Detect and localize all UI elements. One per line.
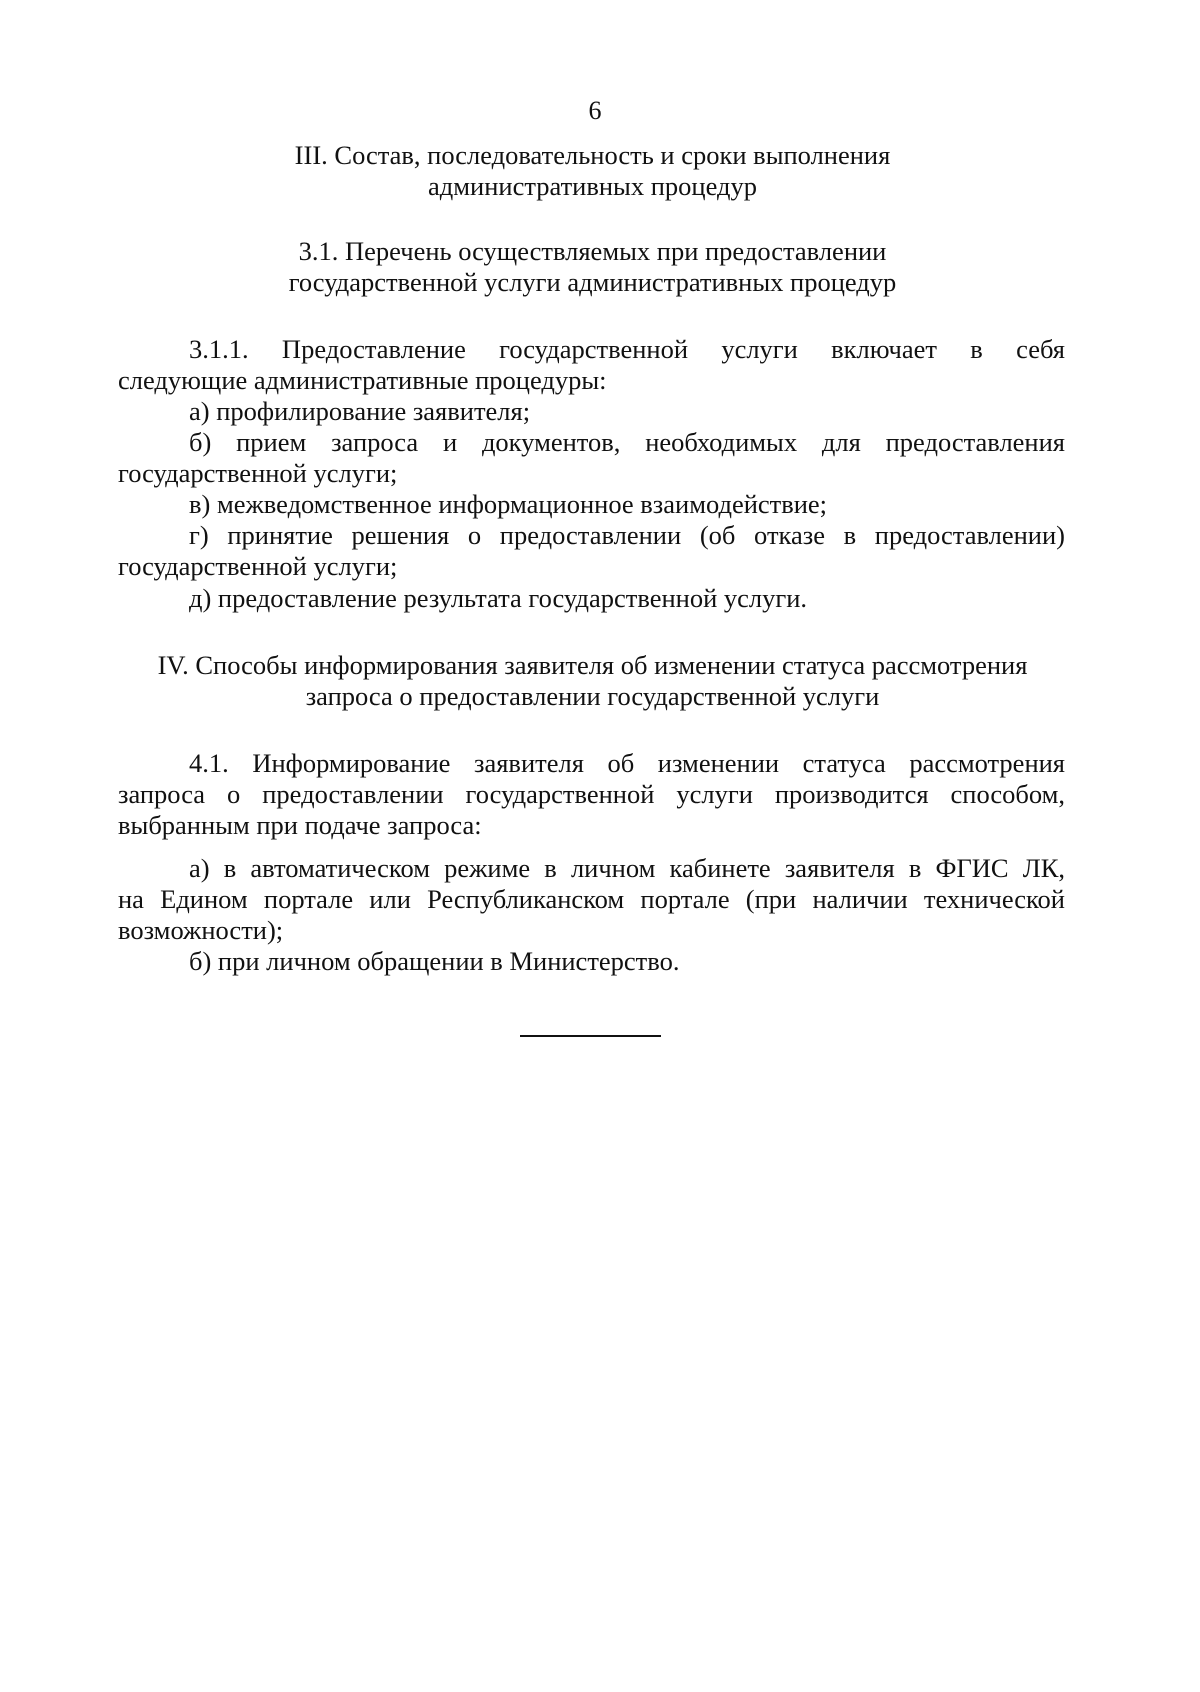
list-item: д) предоставление результата государственной услуги. bbox=[189, 583, 808, 613]
section-4-heading bbox=[110, 650, 1075, 712]
heading-line: запроса о предоставлении государственной услуги bbox=[305, 681, 880, 711]
paragraph-line: на Едином портале или Республиканском портале (при наличии технической bbox=[118, 884, 1065, 914]
end-rule bbox=[520, 1035, 661, 1037]
paragraph-line: государственной услуги; bbox=[118, 458, 398, 488]
paragraph-line: следующие административные процедуры: bbox=[118, 365, 607, 395]
paragraph-line: 4.1. Информирование заявителя об изменении статуса рассмотрения bbox=[189, 748, 1065, 778]
heading-line: III. Состав, последовательность и сроки выполнения bbox=[294, 140, 891, 170]
paragraph-line: выбранным при подаче запроса: bbox=[118, 810, 482, 840]
list-item: б) при личном обращении в Министерство. bbox=[189, 946, 680, 976]
heading-line: административных процедур bbox=[428, 171, 757, 201]
list-item: в) межведомственное информационное взаимодействие; bbox=[189, 489, 828, 519]
heading-line: 3.1. Перечень осуществляемых при предоставлении bbox=[298, 236, 887, 266]
section-3-heading bbox=[110, 140, 1075, 202]
list-item: а) профилирование заявителя; bbox=[189, 396, 531, 426]
paragraph-line: запроса о предоставлении государственной услуги производится способом, bbox=[118, 779, 1065, 809]
list-item: б) прием запроса и документов, необходимых для предоставления bbox=[189, 427, 1065, 457]
paragraph-line: государственной услуги; bbox=[118, 551, 398, 581]
heading-line: IV. Способы информирования заявителя об изменении статуса рассмотрения bbox=[157, 650, 1028, 680]
list-item: г) принятие решения о предоставлении (об отказе в предоставлении) bbox=[189, 520, 1065, 550]
paragraph-line: 3.1.1. Предоставление государственной услуги включает в себя bbox=[189, 334, 1065, 364]
subsection-3-1-heading bbox=[110, 236, 1075, 298]
list-item: а) в автоматическом режиме в личном кабинете заявителя в ФГИС ЛК, bbox=[189, 853, 1065, 883]
paragraph-line: возможности); bbox=[118, 915, 284, 945]
heading-line: государственной услуги административных процедур bbox=[288, 267, 897, 297]
page-number: 6 bbox=[588, 96, 602, 125]
